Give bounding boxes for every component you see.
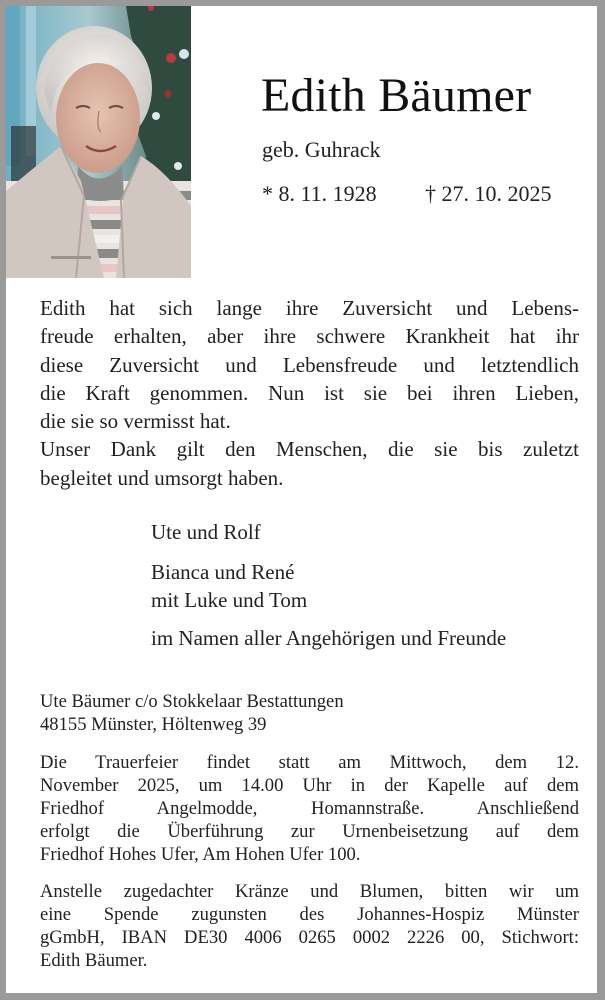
ceremony-line: November 2025, um 14.00 Uhr in der Kapelle auf dem <box>40 775 579 796</box>
message-line: freude erhalten, aber ihre schwere Krankheit hat ihr <box>40 324 579 349</box>
donation-line: Edith Bäumer. <box>40 950 148 971</box>
message-line: Edith hat sich lange ihre Zuversicht und Lebens- <box>40 296 579 320</box>
maiden-name: geb. Guhrack <box>262 137 381 162</box>
obituary-message <box>40 294 579 492</box>
donation-request <box>40 880 579 972</box>
mourner-line: im Namen aller Angehörigen und Freunde <box>151 626 507 650</box>
ceremony-line: erfolgt die Überführung zur Urnenbeisetzung auf dem <box>40 821 579 842</box>
donation-line: gGmbH, IBAN DE30 4006 0265 0002 2226 00, Stichwort: <box>40 927 579 948</box>
obituary-card <box>6 6 597 993</box>
ceremony-line: Die Trauerfeier findet statt am Mittwoch, dem 12. <box>40 752 579 773</box>
portrait-image <box>6 6 191 278</box>
ceremony-line: Friedhof Angelmodde, Homannstraße. Anschließend <box>40 798 579 819</box>
message-line: diese Zuversicht und Lebensfreude und letztendlich <box>40 352 579 377</box>
contact-address <box>40 690 579 736</box>
donation-line: eine Spende zugunsten des Johannes-Hospiz Münster <box>40 904 579 925</box>
mourner-line: mit Luke und Tom <box>151 588 308 612</box>
address-line: 48155 Münster, Höltenweg 39 <box>40 714 267 735</box>
funeral-details <box>40 751 579 866</box>
donation-line: Anstelle zugedachter Kränze und Blumen, bitten wir um <box>40 881 579 902</box>
message-line: Unser Dank gilt den Menschen, die sie bis zuletzt <box>40 437 579 462</box>
message-line: die sie so vermisst hat. <box>40 409 231 434</box>
life-dates <box>262 180 552 208</box>
portrait-photo <box>6 6 191 278</box>
message-line: begleitet und umsorgt haben. <box>40 465 284 490</box>
birth-date: * 8. 11. 1928 <box>262 181 377 206</box>
message-line: die Kraft genommen. Nun ist sie bei ihren Lieben, <box>40 380 579 405</box>
ceremony-line: Friedhof Hohes Ufer, Am Hohen Ufer 100. <box>40 844 361 865</box>
deceased-name: Edith Bäumer <box>261 69 532 122</box>
mourner-line: Bianca und René <box>151 560 295 584</box>
address-line: Ute Bäumer c/o Stokkelaar Bestattungen <box>40 691 344 712</box>
death-date: † 27. 10. 2025 <box>425 181 552 206</box>
mourner-line: Ute und Rolf <box>151 520 261 544</box>
